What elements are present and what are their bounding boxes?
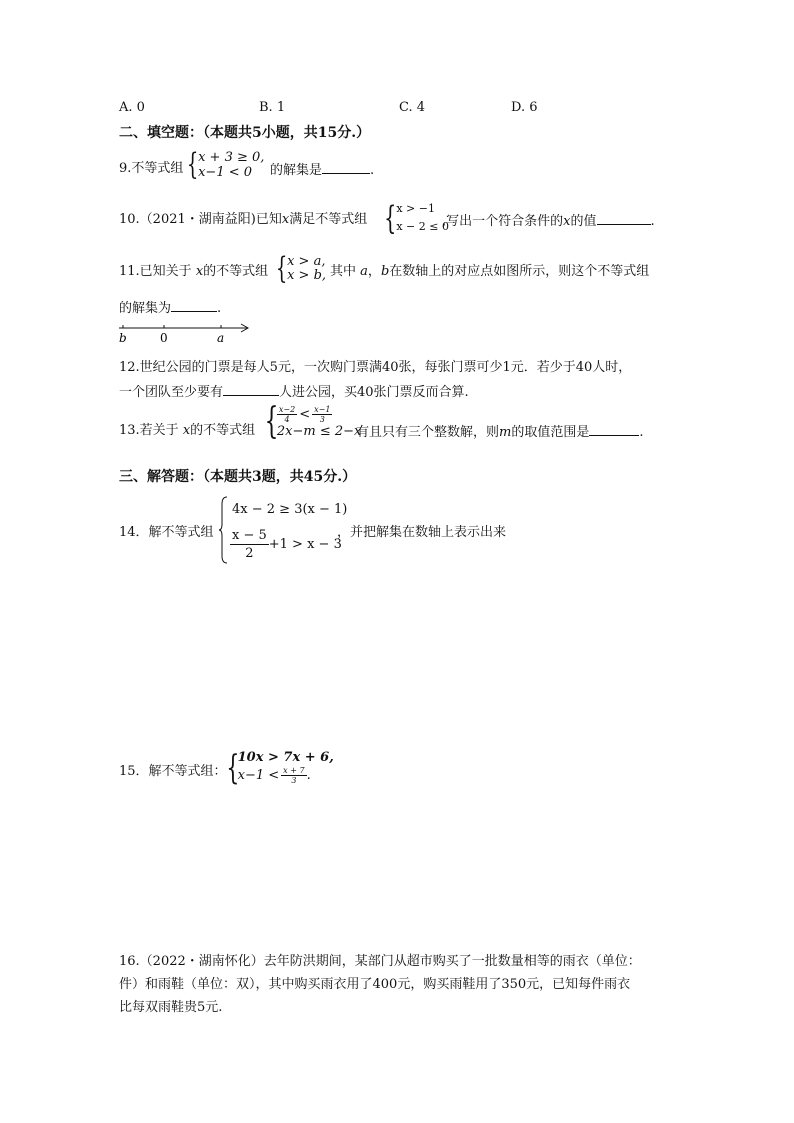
q15-system bbox=[222, 747, 334, 788]
q15-line2a: x−1 < bbox=[237, 768, 280, 783]
q13-system bbox=[260, 401, 362, 442]
q10-var: x bbox=[281, 212, 290, 227]
q15-frac-den: 3 bbox=[291, 776, 297, 785]
axis-label-0: 0 bbox=[160, 331, 168, 345]
q11-prefix-text: 11.已知关于 bbox=[119, 264, 192, 279]
q10-brace: { bbox=[384, 199, 397, 237]
q15-line1: 10x > 7x + 6, bbox=[237, 750, 334, 765]
q10-prefix-text: 10.（2021・湖南益阳)已知 bbox=[119, 212, 282, 227]
q13-frac2-num: x−1 bbox=[314, 405, 331, 414]
q14-frac-den: 2 bbox=[245, 546, 254, 561]
q13-frac1-den: 4 bbox=[284, 415, 290, 424]
option-d: D. 6 bbox=[511, 100, 538, 115]
q15-prefix: 15．解不等式组： bbox=[119, 764, 227, 779]
q13-frac1 bbox=[277, 405, 297, 424]
q11-a: a bbox=[360, 264, 368, 279]
q10-answer-blank[interactable] bbox=[597, 212, 651, 225]
option-c: C. 4 bbox=[399, 100, 426, 115]
q11-line2-text: 的解集为 bbox=[119, 301, 172, 316]
q11-var: x bbox=[195, 264, 204, 279]
q15-brace: { bbox=[226, 747, 240, 788]
q12-line2 bbox=[119, 383, 469, 401]
q9-prefix: 9.不等式组 bbox=[119, 161, 184, 176]
q14-suffix: ，并把解集在数轴上表示出来 bbox=[337, 525, 507, 540]
q13-frac2-den: 3 bbox=[319, 415, 325, 424]
q14-line2-rest: +1 > x − 3 bbox=[268, 536, 342, 552]
q13-var: x bbox=[182, 423, 191, 438]
axis-label-b: b bbox=[119, 331, 127, 345]
axis-label-a: a bbox=[217, 331, 225, 345]
q13-m: m bbox=[499, 425, 512, 440]
q10-var2: x bbox=[563, 214, 571, 229]
q14-brace-svg bbox=[218, 496, 228, 564]
q14-frac-num: x − 5 bbox=[232, 528, 267, 543]
q15-end: . bbox=[306, 768, 311, 783]
q13-suffix2: 的取值范围是 bbox=[511, 425, 590, 440]
q15-frac bbox=[281, 766, 306, 785]
q13-frac2 bbox=[312, 405, 332, 424]
q12-line2a: 一个团队至少要有 bbox=[119, 385, 224, 400]
q11-line2 bbox=[119, 299, 221, 317]
q11-comma: ， bbox=[367, 264, 381, 279]
q10-end: . bbox=[650, 214, 655, 229]
q11-system bbox=[272, 251, 327, 286]
q14-brace bbox=[218, 496, 228, 564]
q13-lt: < bbox=[299, 407, 311, 422]
option-b: B. 1 bbox=[259, 100, 286, 115]
q15-row2 bbox=[238, 766, 334, 785]
q10-system bbox=[380, 200, 449, 236]
q14-line1: 4x − 2 ≥ 3(x − 1) bbox=[232, 502, 348, 517]
q10-suffix2: 的值 bbox=[570, 214, 597, 229]
q11-line2: x > b, bbox=[287, 268, 327, 283]
q11-line1: x > a, bbox=[287, 254, 326, 269]
q11-number-line bbox=[115, 320, 255, 346]
q16-line1: 16.（2022・湖南怀化）去年防洪期间，某部门从超市购买了一批数量相等的雨衣（单位： bbox=[119, 954, 641, 969]
q11-answer-blank[interactable] bbox=[171, 299, 217, 312]
q12-answer-blank[interactable] bbox=[223, 383, 279, 396]
q13-mid: 的不等式组 bbox=[190, 423, 256, 438]
q12-line2b: 人进公园，买40张门票反而合算. bbox=[279, 385, 469, 400]
q14-frac bbox=[230, 527, 269, 562]
q16-line2: 件）和雨鞋（单位：双），其中购买雨衣用了400元，购买雨鞋用了350元，已知每件雨衣 bbox=[119, 977, 631, 992]
q14-line2 bbox=[230, 527, 342, 562]
q9-line2: x−1 < 0 bbox=[198, 165, 253, 180]
q15-frac-num: x + 7 bbox=[283, 766, 305, 775]
q13-frac1-num: x−2 bbox=[278, 405, 296, 414]
q9-answer-blank[interactable] bbox=[322, 161, 370, 174]
q12-line1: 12.世纪公园的门票是每人5元，一次购门票满40张，每张门票可少1元．若少于40人时， bbox=[119, 360, 632, 375]
q11-suffix2: 在数轴上的对应点如图所示，则这个不等式组 bbox=[389, 264, 650, 279]
q13-answer-blank[interactable] bbox=[589, 423, 639, 436]
q13-row1 bbox=[277, 405, 361, 424]
q9-brace: { bbox=[186, 147, 199, 182]
q10-suffix bbox=[442, 212, 655, 230]
q10-mid: 满足不等式组 bbox=[289, 212, 368, 227]
q11-suffix bbox=[330, 264, 649, 280]
q9-system bbox=[183, 147, 265, 182]
q11-mid: 的不等式组 bbox=[203, 264, 269, 279]
q11-b: b bbox=[380, 264, 390, 279]
q11-suffix1: 其中 bbox=[330, 264, 357, 279]
q10-suffix-text: ,写出一个符合条件的 bbox=[442, 214, 564, 229]
q13-prefix bbox=[119, 423, 255, 439]
q13-suffix-text: 有且只有三个整数解，则 bbox=[356, 425, 500, 440]
q13-suffix bbox=[356, 423, 644, 441]
q13-prefix-text: 13.若关于 bbox=[119, 423, 179, 438]
q13-end: . bbox=[639, 425, 644, 440]
q10-line2: x − 2 ≤ 0 bbox=[396, 220, 449, 233]
section-heading-fill-in: 二、填空题：（本题共5小题，共15分.） bbox=[119, 125, 371, 141]
q9-line1: x + 3 ≥ 0, bbox=[198, 150, 265, 165]
q14-prefix: 14．解不等式组 bbox=[119, 525, 214, 540]
q11-brace: { bbox=[275, 251, 288, 286]
q16-line3: 比每双雨鞋贵5元. bbox=[119, 1000, 223, 1015]
q9-suffix-text: 的解集是 bbox=[270, 163, 323, 178]
q11-end: . bbox=[217, 301, 222, 316]
q13-line2: 2x−m ≤ 2−x bbox=[276, 424, 362, 439]
option-a: A. 0 bbox=[119, 100, 145, 115]
section-heading-solve: 三、解答题：（本题共3题，共45分.） bbox=[119, 469, 357, 485]
q11-prefix bbox=[119, 264, 268, 280]
q10-prefix bbox=[119, 212, 367, 228]
q9-suffix bbox=[270, 161, 374, 179]
q9-end: . bbox=[370, 163, 375, 178]
q10-line1: x > −1 bbox=[396, 202, 435, 215]
q13-brace: { bbox=[264, 401, 279, 442]
